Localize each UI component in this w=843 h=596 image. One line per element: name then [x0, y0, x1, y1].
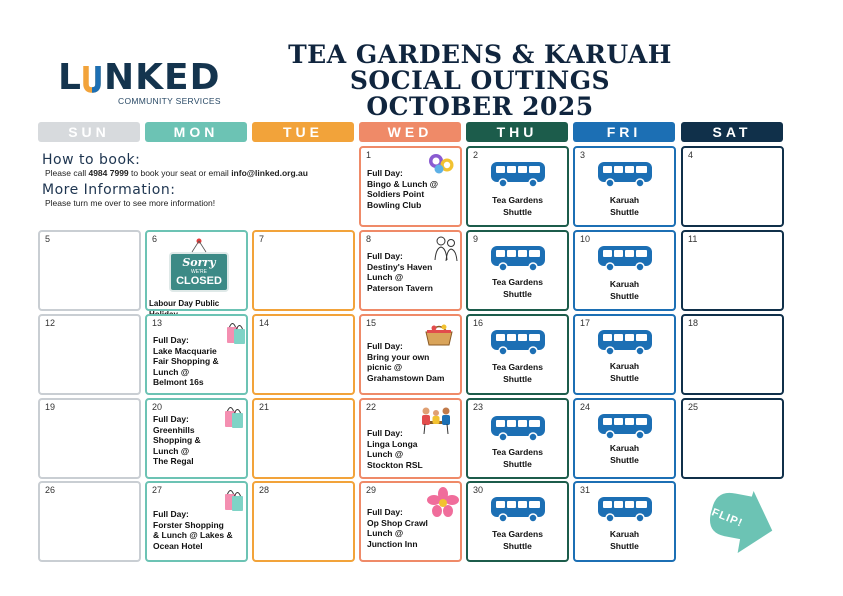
calendar-day-28[interactable] — [252, 481, 355, 562]
more-info-heading: More Information: — [42, 182, 176, 198]
event-text: Tea Gardens Shuttle — [492, 447, 543, 469]
calendar-day-21[interactable] — [252, 398, 355, 479]
event-text: Labour Day Public — [149, 299, 220, 308]
day-number: 22 — [366, 402, 377, 412]
email-link[interactable]: info@linked.org.au — [231, 168, 308, 178]
calendar-day-5[interactable] — [38, 230, 141, 311]
bus-icon — [597, 412, 653, 440]
calendar-day-2[interactable] — [466, 146, 569, 227]
sign-sorry-text: Sorry — [182, 256, 216, 269]
calendar-day-8[interactable] — [359, 230, 462, 311]
day-number: 16 — [473, 318, 484, 328]
calendar-day-17[interactable] — [573, 314, 676, 395]
bus-icon — [597, 160, 653, 188]
event-text: Full Day: Op Shop Crawl Lunch @ Junction Inn — [367, 507, 428, 549]
calendar-day-3[interactable] — [573, 146, 676, 227]
event-text: Full Day: Bring your own picnic @ Grahamstown Dam — [367, 341, 445, 383]
event-text: Full Day: Bingo & Lunch @ Soldiers Point Bowling Club — [367, 168, 439, 210]
logo-mark-icon — [58, 56, 218, 96]
sign-hanger-icon — [191, 238, 207, 254]
calendar-day-23[interactable] — [466, 398, 569, 479]
bus-icon — [490, 244, 546, 272]
calendar-day-19[interactable] — [38, 398, 141, 479]
day-number: 24 — [580, 402, 591, 412]
calendar-day-12[interactable] — [38, 314, 141, 395]
calendar-day-7[interactable] — [252, 230, 355, 311]
calendar-day-9[interactable] — [466, 230, 569, 311]
day-number: 1 — [366, 150, 372, 160]
day-header-wed: WED — [359, 122, 461, 142]
calendar-day-20[interactable] — [145, 398, 248, 479]
bus-icon — [490, 495, 546, 523]
how-text-pre: Please call — [45, 168, 89, 178]
day-number: 7 — [259, 234, 265, 244]
event-text: Tea Gardens Shuttle — [492, 195, 543, 217]
more-info-text: Please turn me over to see more information! — [45, 198, 216, 208]
day-number: 17 — [580, 318, 591, 328]
bus-icon — [490, 414, 546, 442]
flower-icon — [427, 487, 459, 517]
event-text: Tea Gardens Shuttle — [492, 362, 543, 384]
event-text: Full Day: Forster Shopping & Lunch @ Lakes & Ocean Hotel — [153, 509, 233, 551]
flip-arrow-button[interactable] — [703, 490, 775, 556]
calendar-day-13[interactable] — [145, 314, 248, 395]
day-header-sat: SAT — [681, 122, 783, 142]
calendar-day-18[interactable] — [681, 314, 784, 395]
day-header-mon: MON — [145, 122, 247, 142]
day-number: 2 — [473, 150, 479, 160]
bus-icon — [490, 328, 546, 356]
linked-logo — [58, 56, 221, 108]
calendar-day-16[interactable] — [466, 314, 569, 395]
event-text: Tea Gardens Shuttle — [492, 529, 543, 551]
day-number: 8 — [366, 234, 372, 244]
calendar-day-10[interactable] — [573, 230, 676, 311]
logo-subtitle: COMMUNITY SERVICES — [118, 96, 221, 106]
day-number: 11 — [688, 234, 698, 244]
calendar-day-11[interactable] — [681, 230, 784, 311]
calendar-day-31[interactable] — [573, 481, 676, 562]
day-number: 6 — [152, 234, 158, 244]
phone-number[interactable]: 4984 7999 — [88, 168, 129, 178]
how-to-book-text — [45, 168, 357, 178]
day-number: 14 — [259, 318, 270, 328]
day-number: 13 — [152, 318, 163, 328]
day-number: 10 — [580, 234, 591, 244]
event-text: Karuah Shuttle — [609, 443, 640, 465]
day-header-sun: SUN — [38, 122, 140, 142]
flip-label: FLIP! — [709, 506, 745, 530]
event-text: Karuah Shuttle — [609, 195, 640, 217]
day-number: 27 — [152, 485, 163, 495]
sign-closed-text: CLOSED — [176, 275, 222, 287]
day-number: 26 — [45, 485, 56, 495]
day-number: 30 — [473, 485, 484, 495]
shopping-bags-icon — [223, 402, 245, 430]
event-text: Full Day: Destiny's Haven Lunch @ Paterson Tavern — [367, 251, 433, 293]
day-number: 9 — [473, 234, 479, 244]
calendar-day-15[interactable] — [359, 314, 462, 395]
calendar-day-6[interactable] — [145, 230, 248, 311]
booking-info — [42, 152, 357, 212]
title-line-2: SOCIAL OUTINGS — [349, 66, 611, 95]
calendar-day-14[interactable] — [252, 314, 355, 395]
day-number: 23 — [473, 402, 484, 412]
bus-icon — [597, 244, 653, 272]
title-line-3: OCTOBER 2025 — [366, 92, 594, 121]
how-to-book-heading: How to book: — [42, 152, 141, 168]
day-number: 15 — [366, 318, 377, 328]
day-number: 31 — [580, 485, 591, 495]
calendar-day-24[interactable] — [573, 398, 676, 479]
day-number: 28 — [259, 485, 270, 495]
event-text: Karuah Shuttle — [609, 361, 640, 383]
calendar-day-30[interactable] — [466, 481, 569, 562]
svg-text:NKED: NKED — [104, 57, 218, 96]
people-sketch-icon — [433, 234, 459, 264]
day-number: 5 — [45, 234, 51, 244]
event-text: Karuah Shuttle — [609, 529, 640, 551]
event-text: Full Day: Greenhills Shopping & Lunch @ The Regal — [153, 414, 201, 466]
svg-text:L: L — [58, 57, 82, 96]
day-header-thu: THU — [466, 122, 568, 142]
calendar-day-4[interactable] — [681, 146, 784, 227]
day-header-fri: FRI — [573, 122, 675, 142]
calendar-day-26[interactable] — [38, 481, 141, 562]
bus-icon — [597, 495, 653, 523]
day-number: 3 — [580, 150, 586, 160]
event-text: Karuah Shuttle — [609, 279, 640, 301]
day-number: 4 — [688, 150, 694, 160]
calendar-day-1[interactable] — [359, 146, 462, 227]
event-text: Full Day: Linga Longa Lunch @ Stockton RSL — [367, 428, 423, 470]
event-text: Tea Gardens Shuttle — [492, 277, 543, 299]
calendar-day-22[interactable] — [359, 398, 462, 479]
calendar-day-27[interactable] — [145, 481, 248, 562]
day-number: 21 — [259, 402, 270, 412]
event-text: Full Day: Lake Macquarie Fair Shopping & Lunch @ Belmont 16s — [153, 335, 219, 387]
how-text-mid: to book your seat or email — [128, 168, 232, 178]
day-number: 12 — [45, 318, 56, 328]
day-number: 29 — [366, 485, 377, 495]
shopping-bags-icon — [225, 318, 247, 346]
closed-sign — [169, 252, 229, 292]
day-number: 18 — [688, 318, 699, 328]
day-number: 25 — [688, 402, 699, 412]
sign-were-text: WE'RE — [191, 269, 207, 275]
day-number: 20 — [152, 402, 163, 412]
day-number: 19 — [45, 402, 56, 412]
page-title — [275, 42, 685, 120]
calendar-day-25[interactable] — [681, 398, 784, 479]
day-header-tue: TUE — [252, 122, 354, 142]
bus-icon — [490, 160, 546, 188]
bus-icon — [597, 328, 653, 356]
title-line-1: TEA GARDENS & KARUAH — [288, 40, 672, 69]
calendar-day-29[interactable] — [359, 481, 462, 562]
